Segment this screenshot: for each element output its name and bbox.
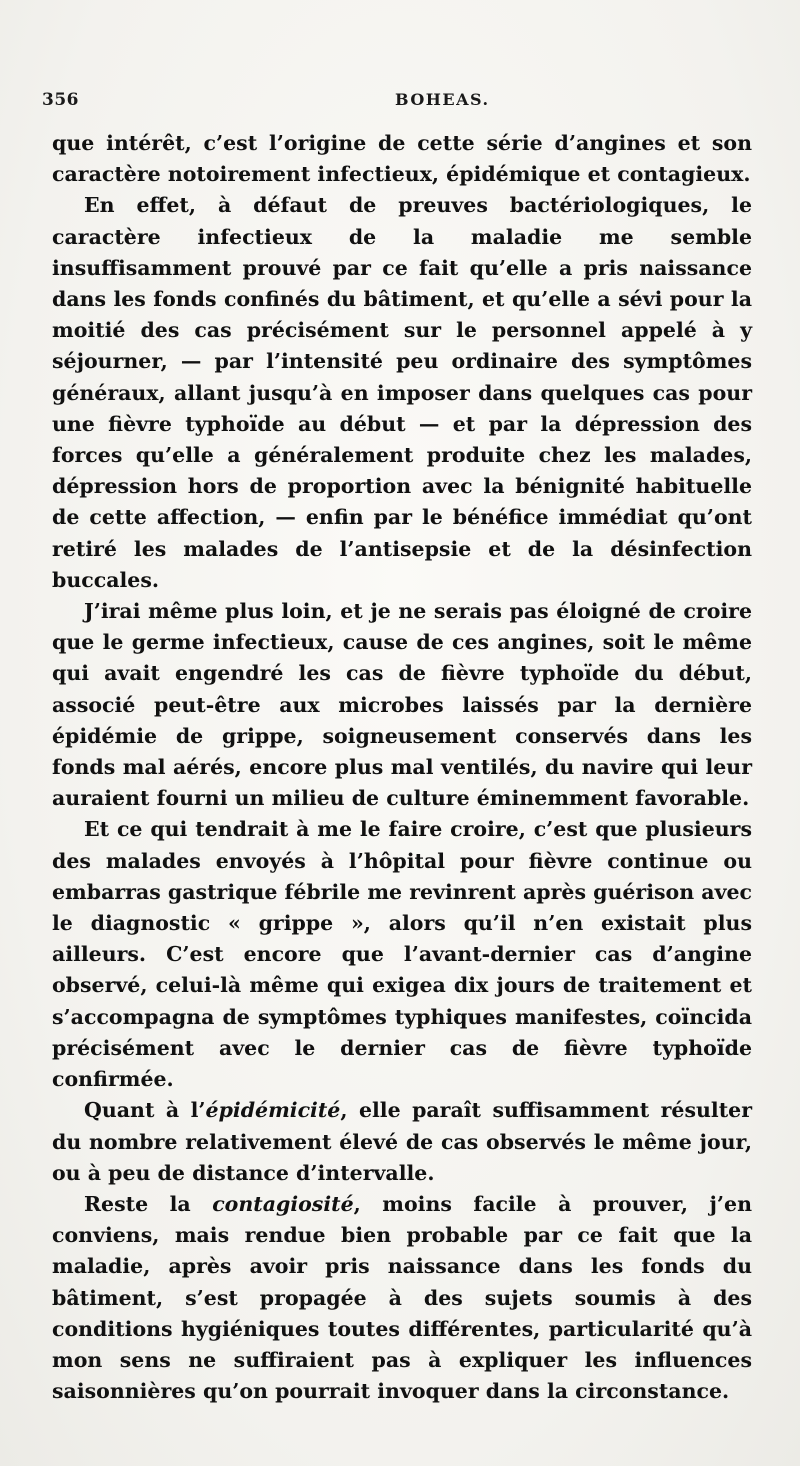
paragraph-5: [52, 1095, 752, 1189]
term-epidemicite: épidémicité: [205, 1098, 341, 1123]
paragraph-2: [52, 190, 752, 596]
running-head: BOHEAS.: [395, 90, 490, 109]
paragraph-3: [52, 596, 752, 814]
paragraph-6-lead: Reste la: [84, 1191, 213, 1216]
term-contagiosite: contagiosité: [212, 1191, 354, 1216]
page-header: [40, 90, 760, 116]
paragraph-5-rest: , elle paraît suffisamment résulter du nombre relativement élevé de cas observés le même jour, ou à peu de distance d’intervalle.: [52, 1098, 753, 1185]
paragraph-3-text: J’irai même plus loin, et je ne serais pas éloigné de croire que le germe infectieux, cause de ces angines, soit le même qui avait engendré les cas de fièvre typhoïde du début, associé peut-être aux microbes laissés par la dernière épidémie de grippe, soigneusement conservés dans les fonds mal aérés, encore plus mal ventilés, du navire qui leur auraient fourni un milieu de culture éminemment favorable.: [52, 599, 752, 811]
paragraph-1-text: que intérêt, c’est l’origine de cette série d’angines et son caractère notoirement infectieux, épidémique et contagieux.: [52, 131, 752, 187]
page-number: 356: [42, 90, 79, 110]
body-text: [52, 128, 752, 1407]
paragraph-4: [52, 814, 752, 1095]
paragraph-5-lead: Quant à l’: [84, 1098, 206, 1123]
paragraph-1: [52, 128, 752, 190]
paragraph-4-text: Et ce qui tendrait à me le faire croire, c’est que plusieurs des malades envoyés à l’hôpital pour fièvre continue ou embarras gastrique fébrile me revinrent après guérison avec le diagnostic « grippe », alors qu’il n’en existait plus ailleurs. C’est encore que l’avant-dernier cas d’angine observé, celui-là même qui exigea dix jours de traitement et s’accompagna de symptômes typhiques manifestes, coïncida précisément avec le dernier cas de fièvre typhoïde confirmée.: [52, 817, 752, 1092]
paragraph-2-text: En effet, à défaut de preuves bactériologiques, le caractère infectieux de la maladie me semble insuffisamment prouvé par ce fait qu’elle a pris naissance dans les fonds confinés du bâtiment, et qu’elle a sévi pour la moitié des cas précisément sur le personnel appelé à y séjourner, — par l’intensité peu ordinaire des symptômes généraux, allant jusqu’à en imposer dans quelques cas pour une fièvre typhoïde au début — et par la dépression des forces qu’elle a généralement produite chez les malades, dépression hors de proportion avec la bénignité habituelle de cette affection, — enfin par le bénéfice immédiat qu’ont retiré les malades de l’antisepsie et de la désinfection buccales.: [52, 193, 752, 592]
paragraph-6: [52, 1189, 752, 1407]
paragraph-6-rest: , moins facile à prouver, j’en conviens, mais rendue bien probable par ce fait que la maladie, après avoir pris naissance dans les fonds du bâtiment, s’est propagée à des sujets soumis à des conditions hygiéniques toutes différentes, particularité qu’à mon sens ne suffiraient pas à expliquer les influences saisonnières qu’on pourrait invoquer dans la circonstance.: [52, 1191, 752, 1404]
